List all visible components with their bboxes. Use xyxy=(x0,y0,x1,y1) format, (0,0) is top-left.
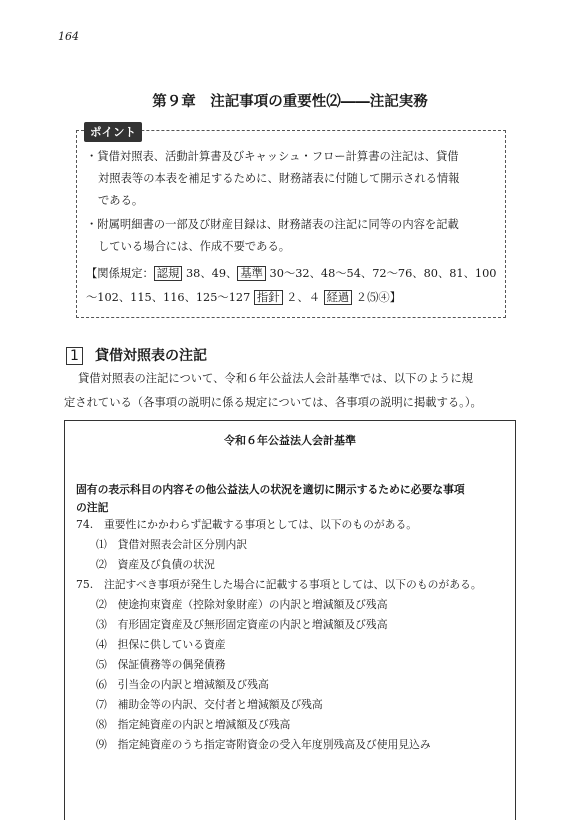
point-line: ・附属明細書の一部及び財産目録は、財務諸表の注記に同等の内容を記載 xyxy=(86,218,459,231)
standard-subitem: ⑵ 使途拘束資産（控除対象財産）の内訳と増減額及び残高 xyxy=(96,598,388,611)
related-rules-line-2 xyxy=(86,290,401,305)
rule-label-shishin: 指針 xyxy=(254,290,283,305)
section-title: 貸借対照表の注記 xyxy=(95,348,207,364)
standard-subitem: ⑼ 指定純資産のうち指定寄附資金の受入年度別残高及び使用見込み xyxy=(96,738,431,751)
standard-heading: の注記 xyxy=(76,501,109,514)
standard-subitem: ⑴ 貸借対照表会計区分別内訳 xyxy=(96,538,248,551)
point-tag: ポイント xyxy=(84,122,142,142)
standard-item-74: 74. 重要性にかかわらず記載する事項としては、以下のものがある。 xyxy=(76,518,418,531)
page-number: 164 xyxy=(58,30,79,43)
standard-heading: 固有の表示科目の内容その他公益法人の状況を適切に開示するために必要な事項 xyxy=(76,483,465,496)
point-line: である。 xyxy=(98,194,144,207)
standard-subitem: ⑶ 有形固定資産及び無形固定資産の内訳と増減額及び残高 xyxy=(96,618,388,631)
rule-label-kijun: 基準 xyxy=(237,266,266,281)
rule-label-ninki: 認規 xyxy=(154,266,183,281)
rule-label-keika: 経過 xyxy=(324,290,353,305)
related-text: ２、４ xyxy=(286,291,320,304)
body-line: 定されている（各事項の説明に係る規定については、各事項の説明に掲載する。）。 xyxy=(64,396,482,409)
standard-item-75: 75. 注記すべき事項が発生した場合に記載する事項としては、以下のものがある。 xyxy=(76,578,482,591)
related-text: 38、49、 xyxy=(186,267,238,280)
related-text: ～102、115、116、125～127 xyxy=(86,291,251,304)
related-rules-line-1 xyxy=(86,266,496,281)
standard-subitem: ⑷ 担保に供している資産 xyxy=(96,638,226,651)
standard-subitem: ⑸ 保証債務等の偶発債務 xyxy=(96,658,226,671)
point-line: 対照表等の本表を補足するために、財務諸表に付随して開示される情報 xyxy=(98,172,460,185)
point-line: ・貸借対照表、活動計算書及びキャッシュ・フロー計算書の注記は、貸借 xyxy=(86,150,459,163)
related-text: 30～32、48～54、72～76、80、81、100 xyxy=(269,267,497,280)
related-prefix: 【関係規定： xyxy=(86,267,154,280)
related-text: ２⑸④】 xyxy=(355,291,401,304)
standard-subitem: ⑺ 補助金等の内訳、交付者と増減額及び残高 xyxy=(96,698,323,711)
chapter-title: 第９章 注記事項の重要性⑵――注記実務 xyxy=(152,94,428,110)
standard-title: 令和６年公益法人会計基準 xyxy=(224,434,356,447)
section-heading xyxy=(66,345,207,365)
standard-subitem: ⑵ 資産及び負債の状況 xyxy=(96,558,215,571)
body-line: 貸借対照表の注記について、令和６年公益法人会計基準では、以下のように規 xyxy=(78,372,473,385)
standard-subitem: ⑻ 指定純資産の内訳と増減額及び残高 xyxy=(96,718,291,731)
standard-subitem: ⑹ 引当金の内訳と増減額及び残高 xyxy=(96,678,269,691)
point-line: している場合には、作成不要である。 xyxy=(98,240,291,253)
section-number: 1 xyxy=(66,347,83,365)
